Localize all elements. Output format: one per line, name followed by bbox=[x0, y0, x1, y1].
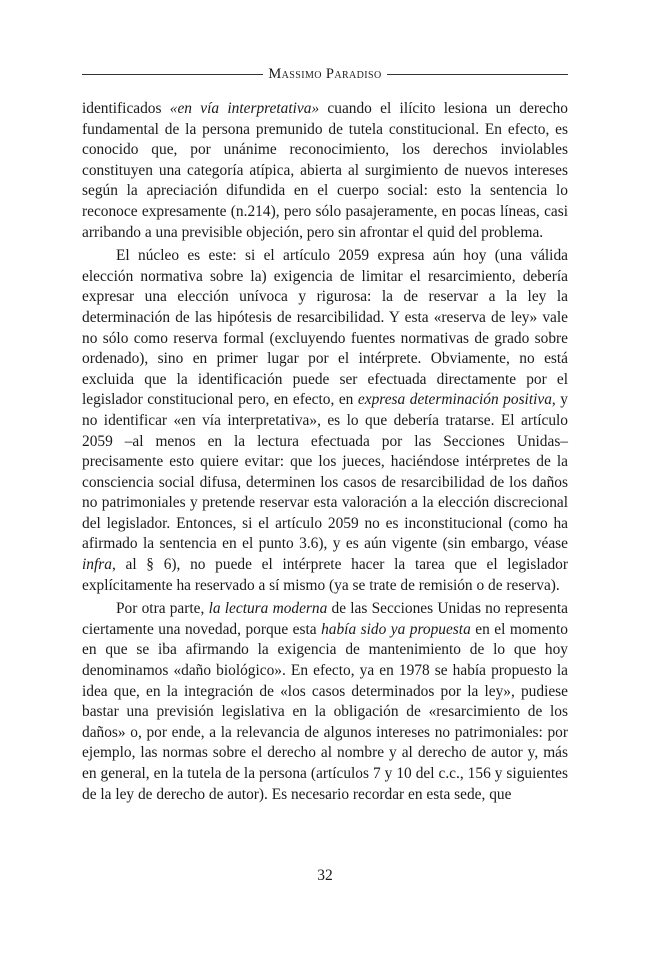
paragraph-1 bbox=[82, 99, 568, 243]
header-rule-left bbox=[82, 74, 263, 75]
text-run: cuando el ilícito lesiona un derecho fundamental de la persona premunido de tutela constitucional. En efecto, es conocido que, por unánime reconocimiento, los derechos inviolables constituyen una categoría atípica, abierta al surgimiento de nuevos intereses según la apreciación difundida en el cuerpo social: esto la sentencia lo reconoce expresamente (n.214), pero sólo pasajeramente, en pocas líneas, casi arribando a una previsible objeción, pero sin afrontar el quid del problema. bbox=[82, 100, 568, 241]
italic-phrase: infra bbox=[82, 556, 112, 574]
paragraph-3 bbox=[82, 599, 568, 805]
text-run: en el momento en que se iba afirmando la exigencia de mantenimiento de lo que hoy denominamos «daño biológico». En efecto, ya en 1978 se había propuesto la idea que, en la integración de «los casos determinados por la ley», pudiese bastar una previsión legislativa en la obligación de «resarcimiento de los daños» o, por ende, a la relevancia de algunos intereses no patrimoniales: por ejemplo, las normas sobre el derecho al nombre y al derecho de autor y, más en general, en la tutela de la persona (artículos 7 y 10 del c.c., 156 y siguientes de la ley de derecho de autor). Es necesario recordar en esta sede, que bbox=[82, 620, 568, 803]
page-number: 32 bbox=[317, 867, 333, 884]
text-run: , al § 6), no puede el intérprete hacer la tarea que el legislador explícitamente ha reservado a sí mismo (ya se trate de remisión o de reserva). bbox=[82, 556, 568, 594]
paragraph-2 bbox=[82, 246, 568, 596]
text-run: de las Secciones Unidas no representa ciertamente una novedad, porque esta bbox=[82, 600, 568, 638]
running-head bbox=[82, 66, 568, 83]
italic-phrase: «en vía interpretativa» bbox=[169, 100, 320, 117]
header-rule-right bbox=[387, 74, 568, 75]
italic-phrase: la lectura moderna bbox=[208, 600, 328, 618]
text-run: El núcleo es este: si el artículo 2059 expresa aún hoy (una válida elección normativa sobre la) exigencia de limitar el resarcimiento, debería expresar una elección unívoca y rigurosa: la de reservar a la ley la determinación de las hipótesis de resarcibilidad. Y esta «reserva de ley» vale no sólo como reserva formal (excluyendo fuentes normativas de grado sobre ordenado), sino en primer lugar por el intérprete. Obviamente, no está excluida que la identificación puede ser efectuada directamente por el legislador constitucional pero, en efecto, en bbox=[82, 247, 568, 409]
text-run: , y no identificar «en vía interpretativa», es lo que debería tratarse. El artículo 2059 –al menos en la lectura efectuada por las Secciones Unidas– precisamente esto quiere evitar: que los jueces, haciéndose intérpretes de la consciencia social difusa, determinen los casos de resarcibilidad de los daños no patrimoniales y pretende reservar esta valoración a la elección discrecional del legislador. Entonces, si el artículo 2059 no es inconstitucional (como ha afirmado la sentencia en el punto 3.6), y es aún vigente (sin embargo, véase bbox=[82, 391, 568, 553]
text-run: identificados bbox=[82, 100, 170, 117]
body-text bbox=[82, 99, 568, 805]
italic-phrase: expresa determinación positiva bbox=[357, 391, 552, 409]
italic-phrase: había sido ya propuesta bbox=[321, 620, 471, 638]
text-run: Por otra parte, bbox=[116, 600, 209, 618]
running-head-author: Massimo Paradiso bbox=[268, 66, 382, 82]
